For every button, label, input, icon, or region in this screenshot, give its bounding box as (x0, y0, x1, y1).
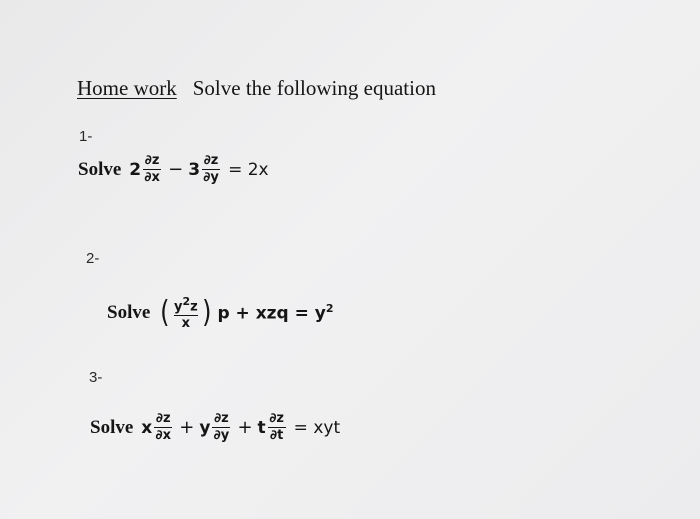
coefficient: y (199, 417, 211, 438)
partial-fraction (202, 154, 220, 185)
solve-label: Solve (107, 302, 151, 324)
problem-3-equation (90, 412, 340, 443)
problem-1-number: 1- (79, 128, 93, 145)
fraction-denominator: ∂y (203, 170, 219, 185)
right-hand-side: = xyt (293, 417, 341, 438)
coefficient: 2 (129, 159, 142, 180)
fraction (174, 295, 198, 331)
fraction-denominator: ∂y (213, 428, 230, 443)
partial-fraction (212, 412, 230, 443)
coefficient: 3 (188, 159, 201, 180)
left-paren: ( (160, 295, 170, 331)
problem-2-number: 2- (86, 250, 100, 267)
fraction-numerator: ∂z (155, 411, 171, 426)
fraction-denominator: x (181, 316, 191, 332)
fraction-denominator: ∂t (270, 428, 284, 443)
minus-sign: − (168, 159, 184, 180)
fraction-numerator: ∂z (214, 411, 229, 426)
right-paren: ) (201, 295, 212, 331)
fraction-numerator: ∂z (269, 411, 284, 426)
solve-label: Solve (78, 158, 122, 180)
partial-fraction (143, 154, 161, 185)
partial-fraction (268, 412, 286, 443)
coefficient: x (141, 417, 153, 438)
equation-rest: p + xzq = $y^2$ (217, 302, 334, 324)
homework-label: Home work (77, 76, 177, 100)
partial-fraction (154, 412, 172, 443)
instruction-text: Solve the following equation (192, 76, 436, 100)
fraction-numerator: ∂z (144, 153, 160, 168)
fraction-numerator: $y^2z$ (174, 295, 198, 315)
fraction-numerator: ∂z (203, 153, 219, 168)
fraction-denominator: ∂x (155, 428, 171, 443)
problem-1-equation (78, 154, 269, 185)
solve-label: Solve (90, 416, 134, 438)
fraction-denominator: ∂x (144, 170, 160, 185)
plus-sign: + (237, 417, 253, 438)
coefficient: t (257, 417, 266, 438)
right-hand-side: = 2x (228, 159, 269, 180)
page-title (77, 76, 436, 101)
problem-2-equation (107, 295, 334, 331)
plus-sign: + (179, 417, 195, 438)
problem-3-number: 3- (89, 369, 103, 386)
